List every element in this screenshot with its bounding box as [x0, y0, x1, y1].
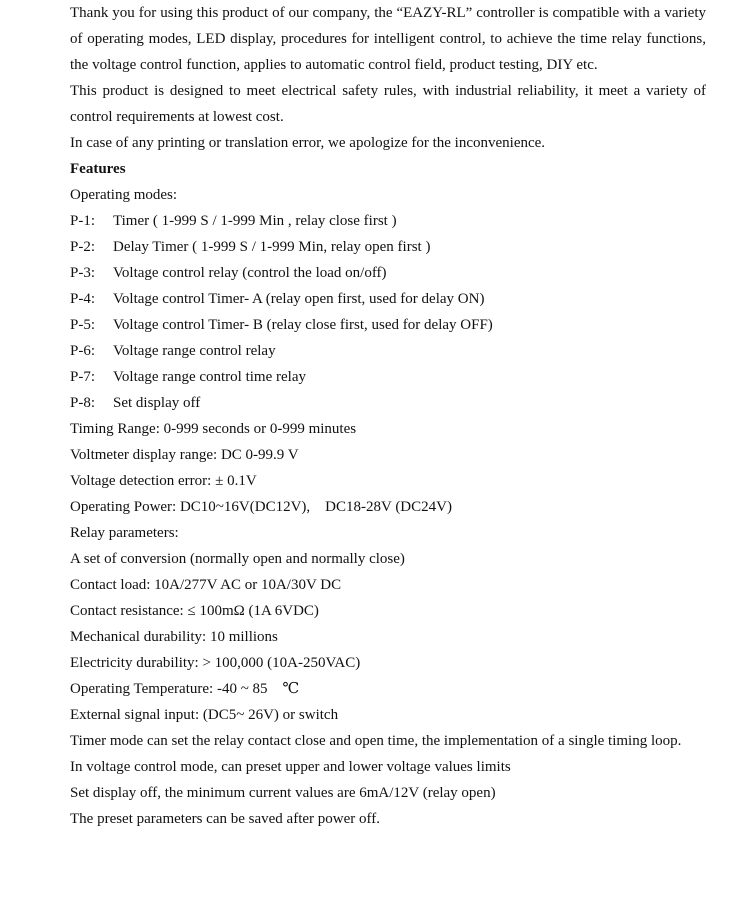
mode-code: P-4: [70, 291, 96, 307]
mode-description: Voltage control Timer- A (relay open first, used for delay ON) [113, 291, 485, 307]
spec-voltage-error: Voltage detection error: ± 0.1V [70, 473, 257, 489]
spec-relay-parameters: Relay parameters: [70, 525, 179, 541]
mode-code: P-6: [70, 343, 96, 359]
spec-operating-temperature: Operating Temperature: -40 ~ 85 ℃ [70, 681, 300, 697]
intro-paragraph-3: In case of any printing or translation error, we apologize for the inconvenience. [70, 135, 546, 151]
mode-description: Voltage range control relay [113, 343, 276, 359]
mode-code: P-3: [70, 265, 96, 281]
mode-item [70, 390, 706, 416]
mode-code: P-5: [70, 317, 96, 333]
mode-item [70, 208, 706, 234]
mode-description: Voltage control relay (control the load on/off) [113, 265, 387, 281]
spec-timing-range: Timing Range: 0-999 seconds or 0-999 minutes [70, 421, 357, 437]
mode-description: Set display off [113, 395, 201, 411]
spec-voltage-mode-note: In voltage control mode, can preset upper and lower voltage values limits [70, 759, 511, 775]
mode-description: Delay Timer ( 1-999 S / 1-999 Min, relay open first ) [113, 239, 431, 255]
mode-description: Voltage range control time relay [113, 369, 306, 385]
spec-timer-mode-note: Timer mode can set the relay contact close and open time, the implementation of a single timing loop. [70, 733, 682, 749]
mode-item [70, 338, 706, 364]
mode-item [70, 260, 706, 286]
spec-operating-power: Operating Power: DC10~16V(DC12V), DC18-28V (DC24V) [70, 499, 452, 515]
mode-code: P-1: [70, 213, 96, 229]
spec-mechanical-durability: Mechanical durability: 10 millions [70, 629, 278, 645]
spec-electricity-durability: Electricity durability: > 100,000 (10A-250VAC) [70, 655, 361, 671]
spec-voltmeter-range: Voltmeter display range: DC 0-99.9 V [70, 447, 299, 463]
intro-paragraph-1: Thank you for using this product of our company, the “EAZY-RL” controller is compatible with a variety of operating modes, LED display, procedures for intelligent control, to achieve the time relay functions, the voltage control function, applies to automatic control field, product testing, DIY etc. [70, 5, 706, 73]
mode-code: P-2: [70, 239, 96, 255]
operating-modes-list [70, 208, 706, 416]
spec-conversion: A set of conversion (normally open and normally close) [70, 551, 405, 567]
mode-item [70, 364, 706, 390]
operating-modes-label: Operating modes: [70, 187, 178, 203]
mode-item [70, 286, 706, 312]
mode-item [70, 312, 706, 338]
spec-display-off-note: Set display off, the minimum current values are 6mA/12V (relay open) [70, 785, 496, 801]
mode-item [70, 234, 706, 260]
mode-description: Voltage control Timer- B (relay close first, used for delay OFF) [113, 317, 493, 333]
specifications-list [70, 416, 706, 832]
features-heading: Features [70, 161, 126, 177]
intro-paragraph-2: This product is designed to meet electrical safety rules, with industrial reliability, it meet a variety of control requirements at lowest cost. [70, 83, 706, 125]
spec-contact-load: Contact load: 10A/277V AC or 10A/30V DC [70, 577, 342, 593]
spec-contact-resistance: Contact resistance: ≤ 100mΩ (1A 6VDC) [70, 603, 319, 619]
spec-external-signal: External signal input: (DC5~ 26V) or switch [70, 707, 339, 723]
mode-description: Timer ( 1-999 S / 1-999 Min , relay close first ) [113, 213, 397, 229]
mode-code: P-8: [70, 395, 96, 411]
mode-code: P-7: [70, 369, 96, 385]
document-page [70, 0, 706, 832]
spec-saved-parameters-note: The preset parameters can be saved after power off. [70, 811, 380, 827]
